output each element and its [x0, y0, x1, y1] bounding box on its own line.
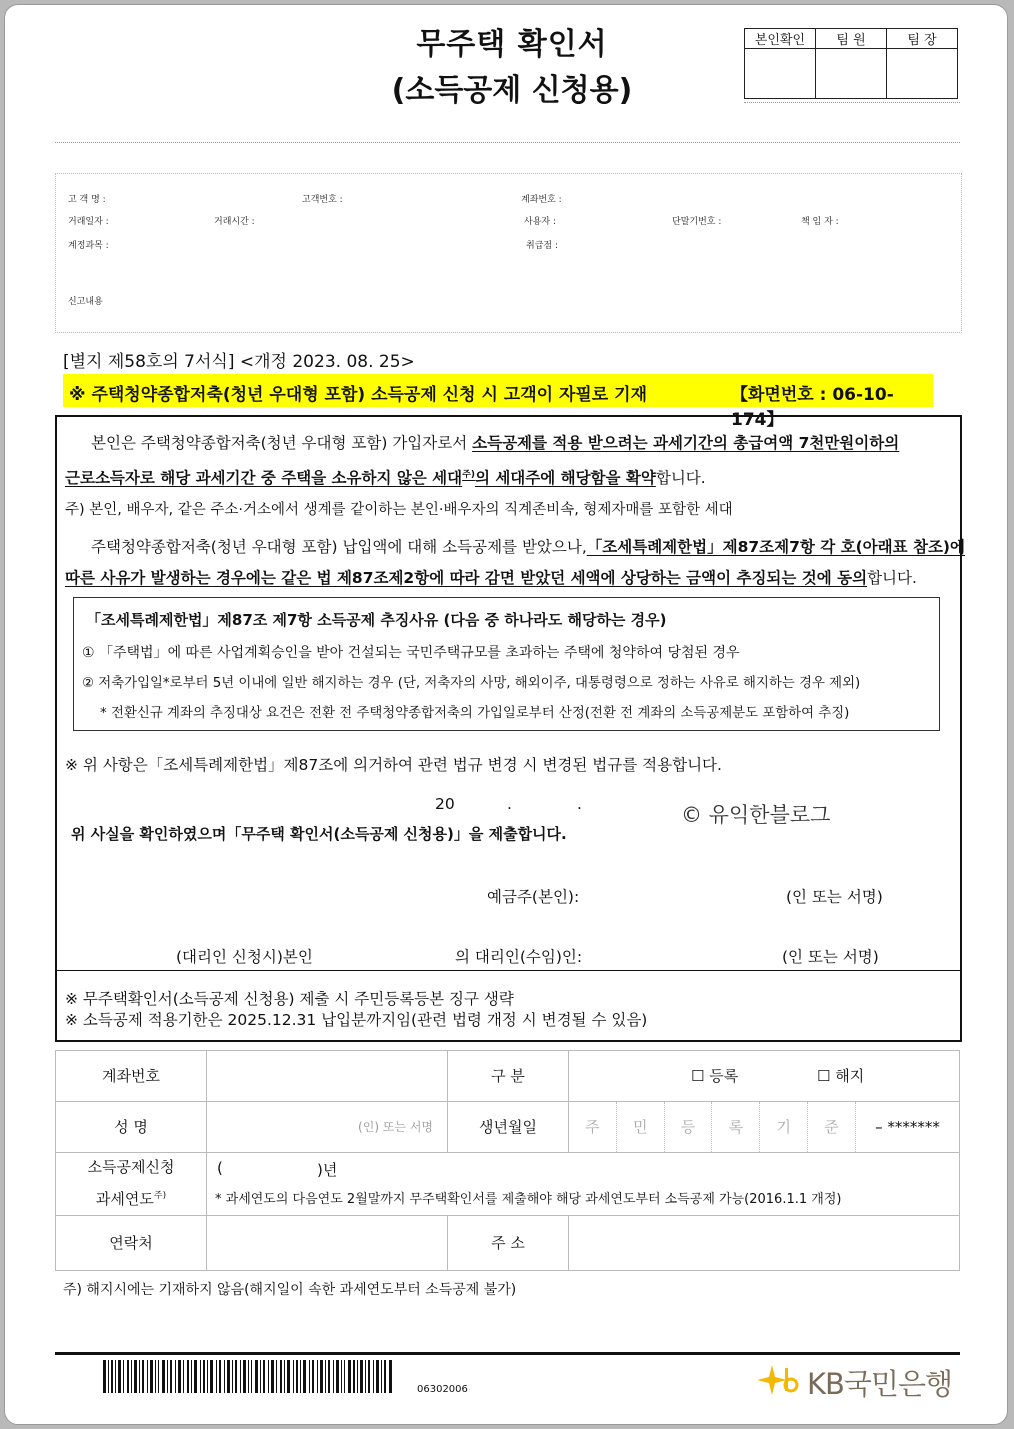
law-notice: ※ 위 사항은「조세특례제한법」제87조에 의거하여 관련 법규 변경 시 변경된 법규를 적용합니다. [65, 756, 722, 774]
approval-header-staff: 팀 원 [816, 29, 887, 49]
tax-year-close: )년 [317, 1160, 338, 1179]
paragraph1-ending: 합니다. [655, 469, 706, 487]
birth-field[interactable] [569, 1101, 960, 1152]
kb-star-icon [758, 1363, 806, 1399]
category-options [569, 1051, 960, 1102]
date-year-prefix: 20 [435, 795, 455, 813]
paragraph2-law-ref: 「조세특례제한법」제87조제7항 각 호(아래표 참조)에 [586, 538, 965, 556]
table-footnote: 주) 해지시에는 기재하지 않음(해지일이 속한 과세연도부터 소득공제 불가) [63, 1282, 517, 1298]
tax-year-note: * 과세연도의 다음연도 2월말까지 무주택확인서를 제출해야 해당 과세연도부터 소득공제 가능(2016.1.1 개정) [215, 1191, 842, 1207]
paragraph1-emphasis: 소득공제를 적용 받으려는 과세기간의 총급여액 7천만원이하의 [472, 434, 900, 452]
agent-signature[interactable]: (인 또는 서명) [782, 948, 879, 966]
customer-name-label: 고 객 명 : [68, 195, 106, 205]
date-separator-2: . [577, 795, 582, 813]
agent-label: 의 대리인(수임)인: [455, 948, 583, 966]
ssn-char: 민 [617, 1102, 665, 1152]
user-label: 사용자 : [524, 217, 556, 227]
paragraph1-emphasis-end: 의 세대주에 해당함을 확약 [474, 469, 656, 487]
paragraph2-emphasis: 따른 사유가 발생하는 경우에는 같은 법 제87조제2항에 따라 감면 받았던 세액에 상당하는 금액이 추징되는 것에 동의 [65, 569, 868, 587]
report-content-label: 신고내용 [68, 297, 103, 307]
approval-stamp-table [744, 28, 958, 99]
customer-number-label: 고객번호 : [302, 195, 343, 205]
account-subject-label: 계정과목 : [68, 241, 109, 251]
barcode-number: 06302006 [417, 1384, 468, 1395]
divider [55, 1352, 960, 1355]
register-checkbox[interactable]: ☐ 등록 [691, 1067, 739, 1085]
account-info-table [55, 1050, 960, 1271]
manager-label: 책 임 자 : [801, 217, 839, 227]
paragraph1-footnote-mark: 주) [462, 469, 475, 480]
contact-label: 연락처 [56, 1215, 207, 1270]
ssn-char: 주 [569, 1102, 617, 1152]
date-separator-1: . [507, 795, 512, 813]
name-field[interactable]: (인) 또는 서명 [207, 1101, 448, 1152]
blog-watermark: © 유익한블로그 [681, 803, 831, 827]
approval-cell-leader[interactable] [887, 49, 958, 99]
name-label: 성 명 [56, 1101, 207, 1152]
tax-year-label-line1: 소득공제신청 [87, 1158, 175, 1177]
recapture-reason-2: ② 저축가입일*로부터 5년 이내에 일반 해지하는 경우 (단, 저축자의 사망, 해외이주, 대통령령으로 정하는 사유로 해지하는 경우 제외) [82, 676, 861, 691]
depositor-label: 예금주(본인): [487, 888, 580, 906]
recapture-reason-1: ① 「주택법」에 따른 사업계획승인을 받아 건설되는 국민주택규모를 초과하는 주택에 청약하여 당첨된 경우 [82, 645, 740, 661]
divider [57, 970, 960, 971]
screen-number: 【화면번호 : 06-10-174】 [731, 385, 894, 430]
paragraph2-ending: 합니다. [867, 569, 917, 587]
approval-header-identity: 본인확인 [745, 29, 816, 49]
document-title: 무주택 확인서 [416, 27, 608, 62]
depositor-signature[interactable]: (인 또는 서명) [786, 888, 883, 906]
category-label: 구 분 [448, 1051, 569, 1102]
highlight-notice [63, 374, 933, 430]
household-footnote: 주) 본인, 배우자, 같은 주소·거소에서 생계를 같이하는 본인·배우자의 직계존비속, 형제자매를 포함한 세대 [65, 502, 733, 518]
divider [55, 142, 960, 143]
notice-text: ※ 주택청약종합저축(청년 우대형 포함) 소득공제 신청 시 고객이 자필로 기재 [69, 385, 647, 405]
terminal-number-label: 단말기번호 : [672, 217, 722, 227]
recapture-reason-note: * 전환신규 계좌의 추징대상 요건은 전환 전 주택청약종합저축의 가입일로부터 산정(전환 전 계좌의 소득공제분도 포함하여 추징) [100, 706, 850, 721]
ssn-char: 기 [760, 1102, 808, 1152]
trade-date-label: 거래일자 : [68, 217, 109, 227]
paragraph1-intro: 본인은 주택청약종합저축(청년 우대형 포함) 가입자로서 [91, 434, 473, 452]
footnote-registry: ※ 무주택확인서(소득공제 신청용) 제출 시 주민등록등본 징구 생략 [65, 990, 514, 1008]
document-subtitle: (소득공제 신청용) [391, 73, 633, 108]
tax-year-field[interactable] [207, 1152, 960, 1215]
account-number-label: 계좌번호 : [521, 195, 562, 205]
form-number: [별지 제58호의 7서식] <개정 2023. 08. 25> [63, 352, 415, 372]
address-label: 주 소 [448, 1215, 569, 1270]
tax-year-label-line2: 과세연도 [95, 1190, 154, 1209]
recapture-box-title: 「조세특례제한법」제87조 제7항 소득공제 추징사유 (다음 중 하나라도 해당하는 경우) [86, 611, 667, 629]
recapture-reasons-box [73, 597, 940, 731]
contact-field[interactable] [207, 1215, 448, 1270]
cancel-checkbox[interactable]: ☐ 해지 [817, 1067, 865, 1085]
approval-cell-staff[interactable] [816, 49, 887, 99]
birth-label: 생년월일 [448, 1101, 569, 1152]
paragraph1-emphasis-cont: 근로소득자로 해당 과세기간 중 주택을 소유하지 않은 세대 [65, 469, 463, 487]
footnote-deadline: ※ 소득공제 적용기한은 2025.12.31 납입분까지임(관련 법령 개정 시 변경될 수 있음) [65, 1011, 648, 1029]
ssn-char: 록 [712, 1102, 760, 1152]
tax-year-label [56, 1152, 207, 1215]
approval-cell-identity[interactable] [745, 49, 816, 99]
tax-year-open: ( [217, 1158, 223, 1177]
paragraph2-intro: 주택청약종합저축(청년 우대형 포함) 납입액에 대해 소득공제를 받았으나, [91, 538, 587, 556]
approval-header-leader: 팀 장 [887, 29, 958, 49]
agent-application-label: (대리인 신청시)본인 [176, 948, 313, 966]
confirmation-statement: 위 사실을 확인하였으며「무주택 확인서(소득공제 신청용)」을 제출합니다. [71, 825, 567, 843]
handling-branch-label: 취급점 : [526, 241, 558, 251]
divider [744, 102, 960, 103]
teller-print-area [55, 173, 962, 333]
ssn-suffix: – ******* [875, 1117, 940, 1136]
address-field[interactable] [569, 1215, 960, 1270]
ssn-char: 준 [808, 1102, 856, 1152]
account-number-field[interactable] [207, 1051, 448, 1102]
account-number-label: 계좌번호 [56, 1051, 207, 1102]
ssn-char: 등 [665, 1102, 713, 1152]
bank-logo: KB국민은행 [807, 1367, 952, 1401]
trade-time-label: 거래시간 : [214, 217, 255, 227]
document-page [4, 4, 1008, 1425]
tax-year-footnote-mark: 주) [153, 1191, 167, 1202]
declaration-box [55, 415, 965, 1042]
barcode-icon [103, 1360, 393, 1393]
